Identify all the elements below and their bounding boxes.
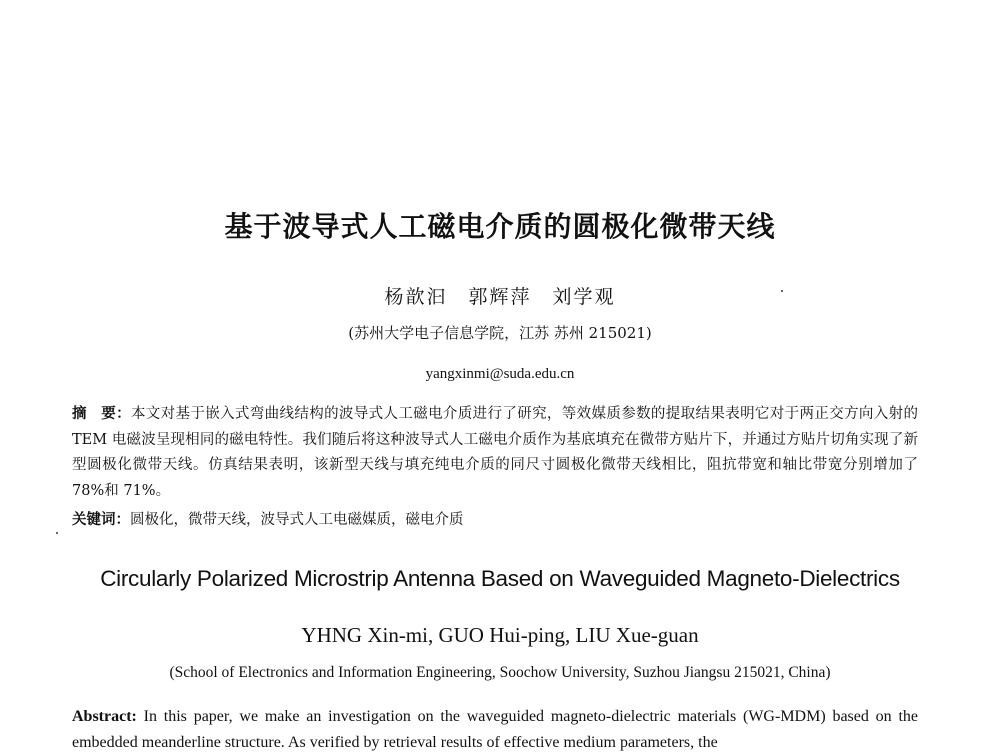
- chinese-keywords-text: 圆极化，微带天线，波导式人工电磁媒质，磁电介质: [130, 512, 464, 528]
- english-authors: YHNG Xin-mi, GUO Hui-ping, LIU Xue-guan: [301, 623, 699, 647]
- english-affiliation: (School of Electronics and Information Engineering, Soochow University, Suzhou Jiangsu 215021, China): [169, 664, 831, 681]
- english-abstract-label: Abstract:: [72, 708, 137, 725]
- chinese-abstract-text: 本文对基于嵌入式弯曲线结构的波导式人工磁电介质进行了研究，等效媒质参数的提取结果表明它对于两正交方向入射的 TEM 电磁波呈现相同的磁电特性。我们随后将这种波导式人工磁电介质作为基底填充在微带方贴片下，并通过方贴片切角实现了新型圆极化微带天线。仿真结果表明，该新型天线与填充纯电介质的同尺寸圆极化微带天线相比，阻抗带宽和轴比带宽分别增加了 78%和 71%。: [72, 406, 919, 499]
- chinese-abstract: [72, 401, 918, 504]
- english-title: Circularly Polarized Microstrip Antenna Based on Waveguided Magneto-Dielectrics: [100, 566, 900, 591]
- scan-speck: [56, 532, 58, 534]
- chinese-affiliation: (苏州大学电子信息学院，江苏 苏州 215021): [348, 324, 652, 342]
- english-abstract: [72, 704, 918, 756]
- chinese-authors: 杨歆汩 郭辉萍 刘学观: [384, 286, 616, 308]
- chinese-abstract-label: 摘: [72, 405, 87, 422]
- scan-speck: [781, 290, 783, 292]
- chinese-title: 基于波导式人工磁电介质的圆极化微带天线: [224, 210, 776, 243]
- chinese-keywords-label: 关键词：: [72, 512, 130, 528]
- chinese-abstract-label-2: 要：: [100, 405, 131, 422]
- english-abstract-text: In this paper, we make an investigation on the waveguided magneto-dielectric materials (WG-MDM) based on the embedded meanderline structure. As verified by retrieval results of effective medium parameters, the: [72, 708, 919, 751]
- chinese-keywords: [72, 508, 918, 533]
- author-email: yangxinmi@suda.edu.cn: [425, 366, 575, 382]
